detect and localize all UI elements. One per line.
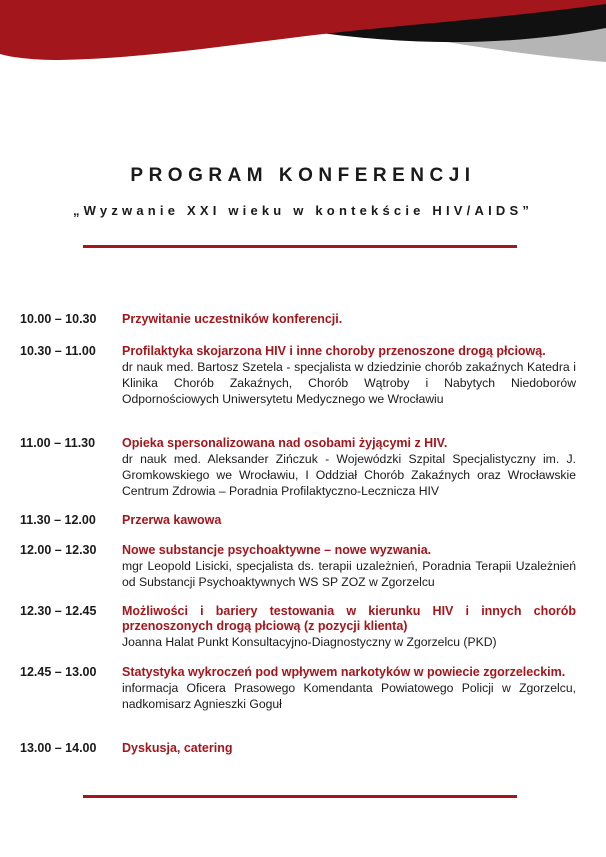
schedule-time: 12.30 – 12.45: [20, 604, 97, 618]
schedule-content: [122, 741, 576, 756]
schedule-time: 10.00 – 10.30: [20, 312, 97, 326]
bottom-divider: [83, 795, 517, 798]
schedule-content: [122, 436, 576, 499]
schedule-content: [122, 543, 576, 590]
top-divider: [83, 245, 517, 248]
schedule-topic: Nowe substancje psychoaktywne – nowe wyzwania.: [122, 543, 432, 557]
schedule-time: 10.30 – 11.00: [20, 344, 96, 358]
conference-subtitle: „Wyzwanie XXI wieku w kontekście HIV/AIDS”: [72, 203, 534, 218]
schedule-time: 11.30 – 12.00: [20, 513, 96, 527]
schedule-speaker: informacja Oficera Prasowego Komendanta Powiatowego Policji w Zgorzelcu, nadkomisarz Agnieszki Goguł: [122, 681, 576, 711]
schedule-time: 12.00 – 12.30: [20, 543, 97, 557]
schedule-topic: Przerwa kawowa: [122, 513, 222, 527]
page-title: PROGRAM KONFERENCJI: [130, 165, 476, 186]
schedule-content: [122, 344, 576, 407]
schedule-speaker: mgr Leopold Lisicki, specjalista ds. terapii uzależnień, Poradnia Terapii Uzależnień od Substancji Psychoaktywnych WS SP ZOZ w Zgorzelcu: [122, 559, 576, 589]
schedule-content: [122, 513, 576, 528]
schedule-speaker: Joanna Halat Punkt Konsultacyjno-Diagnostyczny w Zgorzelcu (PKD): [122, 635, 497, 649]
schedule-content: [122, 604, 576, 650]
schedule-topic: Opieka spersonalizowana nad osobami żyjącymi z HIV.: [122, 436, 448, 450]
schedule-content: [122, 312, 576, 327]
schedule-speaker: dr nauk med. Aleksander Zińczuk - Wojewódzki Szpital Specjalistyczny im. J. Gromkowskiego we Wrocławiu, I Oddział Chorób Zakaźnych oraz Wrocławskie Centrum Zdrowia – Poradnia Profilaktyczno-Lecznicza HIV: [122, 452, 576, 498]
schedule-speaker: dr nauk med. Bartosz Szetela - specjalista w dziedzinie chorób zakaźnych Katedra i Klinika Chorób Zakaźnych, Chorób Wątroby i Nabytych Niedoborów Odpornościowych Uniwersytetu Medycznego we Wrocławiu: [122, 360, 576, 406]
schedule-topic: Możliwości i bariery testowania w kierunku HIV i innych chorób przenoszonych drogą płciową (z pozycji klienta): [122, 604, 576, 633]
schedule-topic: Profilaktyka skojarzona HIV i inne choroby przenoszone drogą płciową.: [122, 344, 546, 358]
schedule-topic: Statystyka wykroczeń pod wpływem narkotyków w powiecie zgorzeleckim.: [122, 665, 566, 679]
schedule-content: [122, 665, 576, 712]
schedule-time: 11.00 – 11.30: [20, 436, 96, 450]
schedule-topic: Dyskusja, catering: [122, 741, 233, 755]
header-wave-decoration: [0, 0, 606, 70]
schedule-topic: Przywitanie uczestników konferencji.: [122, 312, 343, 326]
schedule-time: 12.45 – 13.00: [20, 665, 97, 679]
schedule-time: 13.00 – 14.00: [20, 741, 97, 755]
